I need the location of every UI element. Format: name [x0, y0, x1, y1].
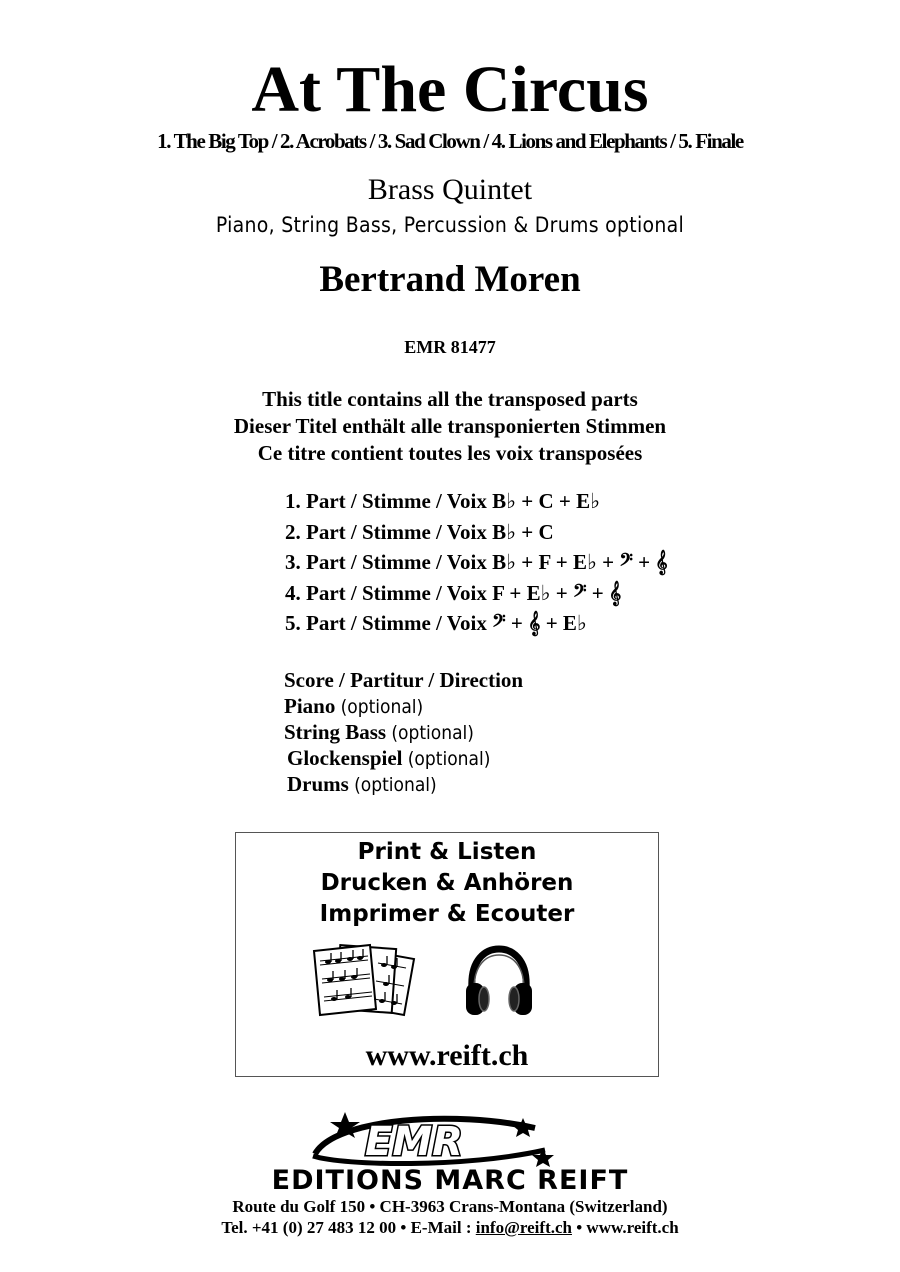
emr-logo-text: EMR — [365, 1119, 463, 1165]
contact-phone: Tel. +41 (0) 27 483 12 00 • E-Mail : — [221, 1218, 476, 1237]
parts-list — [285, 486, 668, 639]
website-url[interactable]: www.reift.ch — [365, 1039, 529, 1072]
promo-line-german: Drucken & Anhören — [320, 870, 574, 896]
optional-instruments: Piano, String Bass, Percussion & Drums optional — [215, 213, 685, 237]
optional-note: (optional) — [340, 696, 424, 718]
score-item — [284, 667, 523, 693]
optional-note: (optional) — [407, 748, 491, 770]
materials-list — [284, 667, 523, 797]
notice-german: Dieser Titel enthält alle transponierten Stimmen — [233, 414, 667, 438]
movements-list: 1. The Big Top / 2. Acrobats / 3. Sad Clown / 4. Lions and Elephants / 5. Finale — [157, 129, 743, 153]
print-listen-box — [235, 832, 659, 1077]
optional-note: (optional) — [391, 722, 474, 744]
drums-label: Drums — [287, 772, 349, 796]
piano-item — [284, 693, 523, 719]
part-3: 3. Part / Stimme / Voix B♭ + F + E♭ + 𝄢 + 𝄞 — [285, 550, 668, 574]
string-bass-label: String Bass — [284, 720, 387, 744]
emr-logo — [305, 1110, 575, 1168]
ensemble: Brass Quintet — [367, 173, 533, 206]
headphones-icon — [464, 945, 534, 1019]
catalog-number: EMR 81477 — [404, 337, 496, 357]
promo-line-english: Print & Listen — [357, 839, 537, 865]
contact-website[interactable]: • www.reift.ch — [571, 1218, 679, 1237]
composer: Bertrand Moren — [319, 259, 581, 300]
notice-english: This title contains all the transposed parts — [262, 387, 638, 411]
glockenspiel-label: Glockenspiel — [287, 746, 403, 770]
glockenspiel-item — [284, 745, 523, 771]
optional-note: (optional) — [354, 774, 437, 796]
part-1: 1. Part / Stimme / Voix B♭ + C + E♭ — [285, 489, 600, 513]
piano-label: Piano — [284, 694, 336, 718]
notice-french: Ce titre contient toutes les voix transposées — [257, 441, 643, 465]
part-5: 5. Part / Stimme / Voix 𝄢 + 𝄞 + E♭ — [285, 611, 587, 635]
part-2: 2. Part / Stimme / Voix B♭ + C — [285, 519, 554, 544]
score-label: Score / Partitur / Direction — [284, 668, 524, 692]
publisher-address: Route du Golf 150 • CH-3963 Crans-Montana (Switzerland) — [232, 1197, 668, 1216]
email-link[interactable]: info@reift.ch — [475, 1218, 572, 1237]
part-4: 4. Part / Stimme / Voix F + E♭ + 𝄢 + 𝄞 — [285, 580, 622, 605]
string-bass-item — [284, 719, 523, 745]
title: At The Circus — [251, 53, 649, 126]
promo-line-french: Imprimer & Ecouter — [319, 901, 575, 927]
publisher-name: EDITIONS MARC REIFT — [271, 1165, 629, 1196]
publisher-contact — [0, 1217, 900, 1239]
drums-item — [284, 771, 523, 797]
sheet-music-icon — [308, 941, 420, 1021]
